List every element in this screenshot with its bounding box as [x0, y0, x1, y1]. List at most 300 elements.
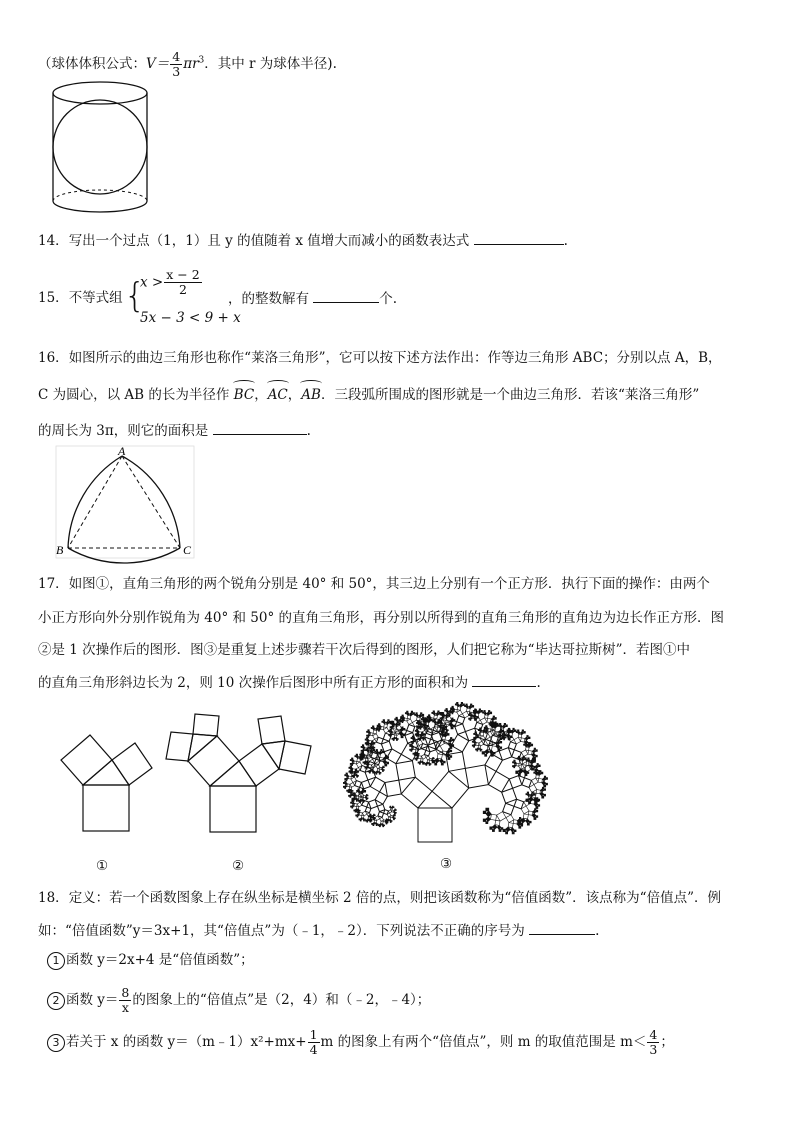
tree-square	[381, 741, 392, 752]
tree-square	[363, 820, 364, 821]
tree-square	[356, 815, 357, 816]
tree-square	[532, 813, 536, 817]
tree-square	[457, 702, 459, 704]
tree-square	[519, 826, 521, 828]
tree-square	[450, 720, 457, 727]
formula-rest: πr	[183, 56, 199, 72]
tree-square	[385, 764, 387, 766]
tree-square	[416, 757, 418, 759]
question-number: 16．	[38, 350, 69, 366]
tree-square	[492, 829, 494, 831]
tree-square	[410, 749, 411, 750]
tree-square	[369, 740, 372, 743]
vertex-label-b: B	[56, 543, 64, 557]
tree-square	[409, 713, 412, 716]
tree-square	[535, 771, 537, 773]
tree-square	[442, 736, 446, 740]
tree-square	[482, 752, 485, 755]
tree-square	[393, 819, 394, 820]
tree-square	[383, 760, 387, 764]
tree-square	[418, 762, 419, 763]
tree-square	[422, 717, 424, 719]
tree-square	[474, 744, 476, 746]
tree-square	[352, 769, 355, 772]
figure-2-label: ②	[232, 858, 245, 874]
option-text: 若关于 x 的函数 y＝（m﹣1）x²+mx+	[66, 1034, 307, 1050]
tree-square	[373, 748, 374, 749]
tree-square	[474, 709, 476, 711]
tree-square	[542, 781, 546, 785]
tree-square	[440, 718, 441, 719]
tree-square	[457, 707, 461, 711]
tree-square	[401, 736, 403, 738]
ineq1-denominator: 2	[178, 282, 187, 297]
tree-square	[433, 711, 435, 713]
tree-square	[497, 825, 501, 829]
tree-square	[416, 713, 418, 715]
tree-square	[400, 729, 407, 736]
tree-square	[530, 800, 534, 804]
tree-square	[484, 710, 486, 712]
tree-square	[526, 747, 530, 751]
tree-square	[487, 712, 490, 715]
tree-square	[536, 810, 538, 812]
tree-square	[362, 749, 364, 751]
tree-square	[351, 758, 353, 760]
tree-square	[485, 715, 489, 719]
tree-square	[486, 726, 488, 728]
tree-square	[422, 714, 424, 716]
option-fraction	[308, 1028, 320, 1057]
tree-square	[376, 825, 377, 826]
fraction-denominator: 3	[649, 1042, 658, 1057]
tree-square	[423, 739, 424, 740]
tree-square	[433, 758, 434, 759]
tree-square	[499, 725, 502, 728]
tree-square	[421, 743, 428, 750]
answer-blank[interactable]	[474, 230, 564, 245]
tree-square	[345, 785, 347, 787]
question-16-line2: C 为圆心，以 AB 的长为半径作 BC，AC，AB．三段弧所围成的图形就是一个曲边三角形．若该“莱洛三角形”	[38, 383, 699, 405]
tree-square	[469, 705, 472, 708]
tree-square	[372, 726, 374, 728]
fraction-numerator: 4	[649, 1027, 658, 1042]
tree-square	[529, 785, 537, 793]
question-text: 的周长为 3π，则它的面积是	[38, 423, 209, 439]
tree-square	[484, 712, 487, 715]
tree-square	[384, 724, 388, 728]
tree-square	[499, 829, 501, 831]
answer-blank[interactable]	[213, 420, 307, 435]
tree-square	[383, 728, 389, 734]
question-number: 14．	[38, 233, 69, 249]
tree-square	[491, 717, 494, 720]
question-15-tail	[228, 288, 397, 309]
answer-blank[interactable]	[472, 672, 536, 687]
tree-square	[483, 819, 486, 822]
tree-square	[413, 753, 414, 754]
tree-square	[417, 717, 421, 721]
tree-square	[536, 806, 538, 808]
tree-square	[492, 825, 497, 830]
question-14	[38, 230, 568, 251]
tree-square	[457, 704, 460, 707]
tree-square	[500, 738, 502, 740]
tree-square	[512, 832, 514, 834]
tree-square	[354, 810, 355, 811]
arc-ab: AB	[301, 383, 321, 405]
tree-square	[521, 806, 529, 814]
tree-square	[423, 763, 424, 764]
tree-square	[512, 766, 513, 767]
tree-square	[352, 799, 353, 800]
tree-square	[521, 750, 528, 757]
tree-square	[540, 792, 544, 796]
tree-square	[499, 723, 501, 725]
tree-square	[357, 776, 358, 777]
tree-square	[386, 823, 387, 824]
formula-lhs: V＝	[146, 56, 170, 72]
tree-square	[544, 785, 546, 787]
question-end: .	[306, 423, 311, 439]
tree-square	[451, 727, 453, 729]
tree-square	[371, 752, 378, 759]
tree-square	[491, 814, 497, 820]
tree-square	[395, 815, 396, 816]
option-1	[46, 950, 254, 970]
tree-square	[486, 811, 492, 817]
inequality-2	[140, 308, 241, 328]
tree-square	[525, 743, 527, 745]
tree-square	[508, 742, 516, 750]
ineq1-fraction	[164, 268, 201, 297]
tree-square	[542, 778, 545, 781]
option-number: 3	[47, 1034, 65, 1052]
option-text: 函数 y＝	[66, 992, 119, 1008]
option-2	[46, 986, 430, 1015]
tree-square	[480, 728, 482, 730]
vertex-label-c: C	[183, 543, 192, 557]
tree-square	[522, 778, 532, 788]
tree-square	[366, 735, 367, 736]
tree-square	[540, 789, 543, 792]
tree-square	[542, 796, 544, 798]
tree-square	[532, 750, 535, 753]
tree-square	[407, 719, 413, 725]
tree-square	[476, 743, 479, 746]
question-suffix: ，的整数解有	[228, 291, 309, 307]
tree-square	[490, 735, 498, 743]
tree-square	[531, 744, 533, 746]
tree-square	[354, 761, 357, 764]
tree-square	[449, 739, 452, 742]
tree-square	[375, 792, 387, 804]
question-end: .	[536, 675, 541, 691]
pythagoras-figure-1	[56, 715, 156, 840]
tree-square	[525, 737, 528, 740]
tree-square	[373, 730, 377, 734]
tree-square	[378, 812, 384, 818]
tree-square	[348, 795, 349, 796]
tree-square	[387, 819, 388, 820]
tree-square	[502, 725, 505, 728]
tree-square	[383, 721, 386, 724]
tree-square	[506, 832, 508, 834]
question-text: 写出一个过点（1，1）且 y 的值随着 x 值增大而减小的函数表达式	[68, 233, 470, 249]
tree-square	[349, 771, 350, 772]
tree-square	[469, 718, 470, 719]
tree-square	[366, 799, 367, 800]
tree-square	[514, 799, 524, 809]
tree-square	[497, 812, 506, 821]
tree-square	[359, 819, 360, 820]
tree-square	[441, 712, 443, 714]
tree-square	[415, 737, 428, 750]
tree-square	[516, 763, 519, 766]
tree-square	[347, 784, 350, 787]
tree-square	[376, 765, 380, 769]
question-number: 18．	[38, 890, 69, 906]
tree-square	[363, 801, 364, 802]
tree-square	[451, 734, 469, 752]
answer-blank[interactable]	[529, 920, 595, 935]
tree-square	[528, 751, 532, 755]
tree-square	[490, 712, 492, 714]
tree-square	[446, 708, 448, 710]
tree-square	[527, 792, 529, 794]
tree-square	[479, 741, 484, 746]
vertex-label-a: A	[118, 444, 126, 458]
tree-square	[367, 763, 368, 764]
tree-square	[361, 750, 362, 751]
tree-square	[379, 773, 380, 774]
tree-square	[432, 762, 433, 763]
tree-square	[364, 790, 366, 792]
tree-square	[367, 795, 368, 796]
tree-square	[351, 791, 352, 792]
tree-square	[538, 799, 540, 801]
tree-square	[413, 747, 416, 750]
formula-exponent: 3	[198, 55, 205, 66]
tree-square	[520, 731, 523, 734]
question-end: 个.	[379, 291, 398, 307]
tree-square	[365, 807, 371, 813]
tree-square	[503, 803, 514, 814]
option-text: 的图象上的“倍值点”是（2，4）和（﹣2，﹣4）；	[132, 992, 431, 1008]
option-text: ；	[660, 1034, 674, 1050]
tree-square	[474, 737, 475, 738]
tree-square	[452, 706, 454, 708]
formula-fraction	[170, 50, 182, 79]
tree-square	[536, 750, 538, 752]
fraction-denominator: x	[121, 1000, 129, 1015]
tree-square	[472, 745, 473, 746]
tree-square	[370, 821, 371, 822]
pythagoras-tree-figure-3	[340, 690, 580, 850]
tree-square	[354, 804, 357, 807]
tree-square	[506, 827, 511, 832]
question-number: 15．	[38, 290, 69, 306]
tree-square	[411, 741, 412, 742]
tree-square	[392, 732, 395, 735]
tree-square	[528, 737, 530, 739]
question-text: 定义：若一个函数图象上存在纵坐标是横坐标 2 倍的点，则把该函数称为“倍值函数”．该点称为“倍值点”．例	[68, 890, 721, 906]
question-text: C 为圆心，以 AB 的长为半径作	[38, 387, 230, 403]
tree-square	[500, 741, 502, 743]
tree-square	[350, 806, 351, 807]
tree-square	[521, 738, 525, 742]
tree-square	[352, 805, 354, 807]
tree-square	[362, 745, 364, 747]
tree-square	[508, 823, 513, 828]
tree-square	[401, 720, 402, 721]
tree-square	[345, 778, 346, 779]
question-text: 如：“倍值函数”y＝3x+1，其“倍值点”为（﹣1，﹣2）．下列说法不正确的序号为	[38, 923, 525, 939]
arc-ac: AC	[268, 383, 288, 405]
tree-square	[346, 773, 348, 775]
question-16-line3	[38, 420, 311, 441]
question-end: .	[563, 233, 568, 249]
option-text: 函数 y＝2x+4 是“倍值函数”；	[66, 952, 254, 968]
ineq1-lhs: x >	[140, 274, 164, 291]
tree-square	[382, 770, 383, 771]
tree-square	[532, 753, 536, 757]
tree-square	[447, 733, 449, 735]
tree-square	[517, 731, 520, 734]
tree-square	[348, 776, 351, 779]
tree-square	[488, 771, 509, 792]
tree-square	[509, 776, 522, 789]
tree-square	[372, 727, 375, 730]
tree-square	[359, 812, 362, 815]
tree-square	[433, 712, 436, 715]
tree-square	[435, 758, 440, 763]
tree-square	[514, 764, 516, 766]
tree-square	[502, 738, 503, 739]
tree-square	[504, 732, 506, 734]
tree-square	[516, 771, 519, 774]
tree-square	[533, 794, 535, 796]
pythagoras-figure-2	[160, 708, 320, 843]
tree-square	[417, 754, 418, 755]
fraction-numerator: 1	[309, 1027, 318, 1042]
question-18-line2	[38, 920, 599, 941]
tree-square	[495, 820, 500, 825]
tree-square	[407, 715, 411, 719]
tree-square	[368, 747, 369, 748]
tree-square	[441, 732, 443, 734]
tree-square	[457, 716, 465, 724]
tree-square	[350, 783, 355, 788]
tree-square	[383, 720, 385, 722]
option-number: 2	[47, 992, 65, 1010]
fraction-numerator: 4	[172, 49, 181, 64]
tree-square	[470, 717, 472, 719]
tree-square	[390, 821, 391, 822]
tree-square	[346, 777, 348, 779]
answer-blank[interactable]	[313, 288, 379, 303]
tree-square	[418, 721, 420, 723]
tree-square	[544, 789, 546, 791]
tree-square	[381, 727, 384, 730]
tree-square	[389, 734, 390, 735]
question-number: 17．	[38, 576, 69, 592]
tree-square	[347, 790, 348, 791]
tree-square	[475, 749, 476, 750]
question-17-line2	[38, 608, 724, 628]
tree-square	[510, 828, 514, 832]
tree-square	[368, 765, 371, 768]
tree-square	[390, 727, 391, 728]
tree-square	[426, 756, 430, 760]
tree-square	[480, 750, 481, 751]
tree-square	[378, 723, 380, 725]
tree-square	[466, 705, 469, 708]
tree-square	[401, 777, 432, 808]
question-text: ②是 1 次操作后的图形．图③是重复上述步骤若干次后得到的图形，人们把它称为“毕达哥拉斯树”．若图①中	[38, 642, 690, 658]
tree-square	[363, 762, 364, 763]
tree-square	[376, 737, 383, 744]
option-number: 1	[47, 952, 65, 970]
tree-square	[519, 770, 527, 778]
tree-square	[532, 778, 539, 785]
tree-square	[357, 802, 362, 807]
question-prefix: 不等式组	[68, 290, 123, 306]
tree-square	[527, 794, 530, 797]
tree-square	[452, 739, 454, 741]
option-fraction	[119, 986, 131, 1015]
question-text: ．三段弧所围成的图形就是一个曲边三角形．若该“莱洛三角形”	[320, 387, 700, 403]
tree-square	[419, 714, 422, 717]
question-text: 小正方形向外分别作锐角为 40° 和 50° 的直角三角形，再分别以所得到的直角三角形的直角边为边长作正方形．图	[38, 610, 725, 626]
tree-square	[475, 732, 477, 734]
tree-square	[420, 721, 422, 723]
tree-square	[372, 823, 373, 824]
tree-square	[428, 715, 430, 717]
tree-square	[424, 750, 430, 756]
tree-square	[485, 754, 487, 756]
tree-square	[393, 807, 394, 808]
tree-square	[370, 777, 385, 792]
tree-square	[351, 762, 353, 764]
tree-square	[384, 810, 389, 815]
tree-square	[356, 756, 359, 759]
tree-square	[388, 810, 391, 813]
tree-square	[432, 771, 469, 808]
tree-square	[370, 733, 373, 736]
tree-square	[523, 814, 528, 819]
tree-square	[506, 725, 508, 727]
tree-square	[536, 775, 540, 779]
tree-square	[533, 810, 536, 813]
tree-square	[377, 804, 384, 811]
tree-square	[521, 819, 523, 821]
tree-square	[483, 811, 486, 814]
tree-square	[455, 724, 466, 735]
tree-square	[396, 739, 397, 740]
tree-square	[395, 810, 396, 811]
tree-square	[386, 721, 389, 724]
tree-square	[518, 734, 522, 738]
tree-square	[502, 788, 517, 803]
tree-square	[365, 743, 366, 744]
question-end: .	[595, 923, 600, 939]
question-text: 如图①，直角三角形的两个锐角分别是 40° 和 50°，其三边上分别有一个正方形．执行下面的操作：由两个	[68, 576, 710, 592]
ineq1-numerator: x − 2	[166, 267, 200, 282]
question-15-label	[38, 288, 123, 308]
tree-square	[480, 732, 484, 736]
system-brace: {	[124, 276, 146, 316]
